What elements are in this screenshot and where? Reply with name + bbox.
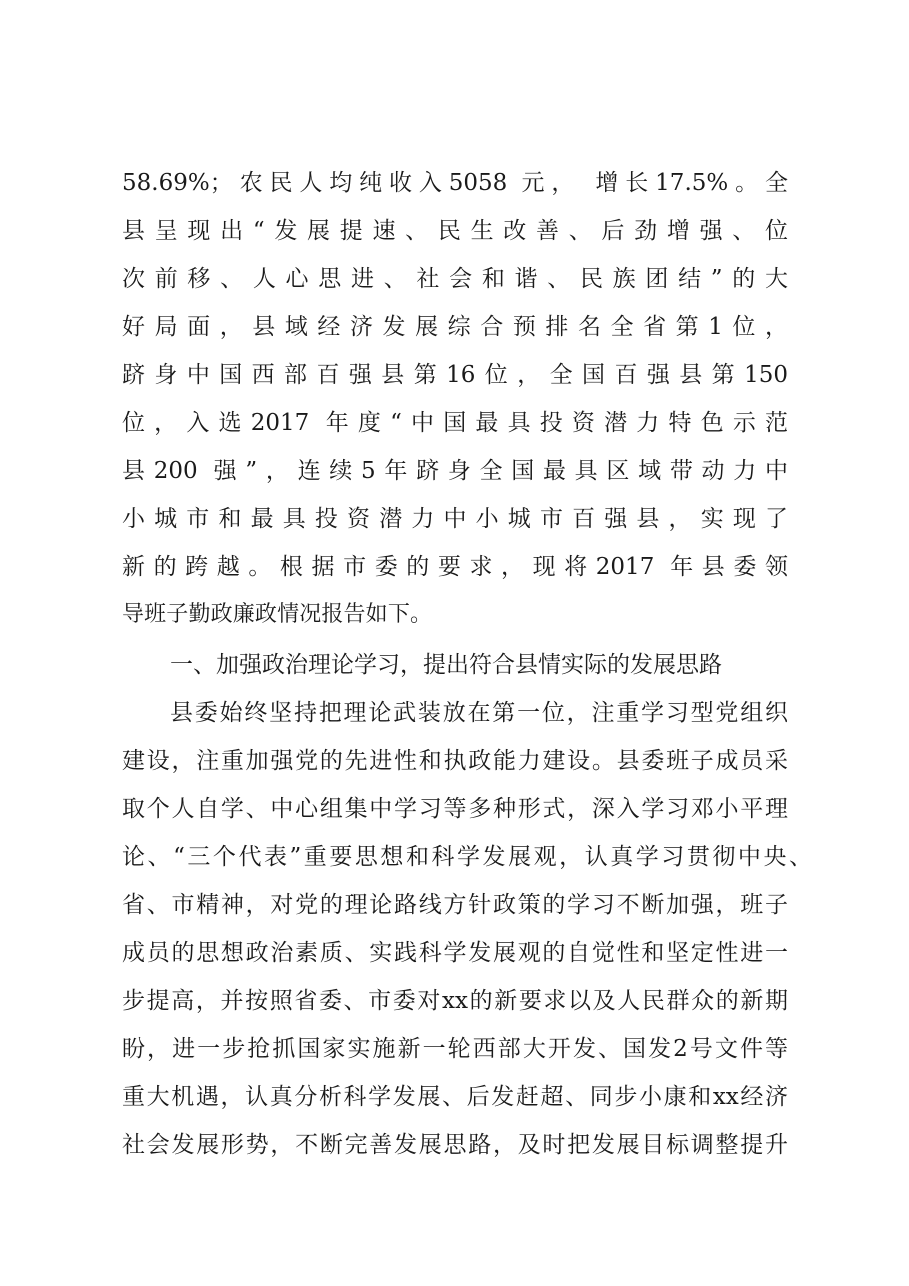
- intro-line-9: 新的跨越。根据市委的要求，现将2017 年县委领: [122, 554, 788, 580]
- section-heading: 一、加强政治理论学习，提出符合县情实际的发展思路: [170, 652, 722, 678]
- body-line-8: 盼，进一步抢抓国家实施新一轮西部大开发、国发2号文件等: [122, 1036, 788, 1062]
- body-line-10: 社会发展形势，不断完善发展思路，及时把发展目标调整提升: [122, 1132, 788, 1158]
- body-line-7: 步提高，并按照省委、市委对xx的新要求以及人民群众的新期: [122, 988, 788, 1014]
- intro-line-7: 县200 强”，连续5年跻身全国最具区域带动力中: [122, 458, 788, 484]
- body-line-5: 省、市精神，对党的理论路线方针政策的学习不断加强，班子: [122, 892, 788, 918]
- intro-line-2: 县呈现出“发展提速、民生改善、后劲增强、位: [122, 218, 788, 244]
- body-line-4: 论、“三个代表”重要思想和科学发展观，认真学习贯彻中央、: [122, 844, 812, 870]
- intro-line-10: 导班子勤政廉政情况报告如下。: [122, 602, 432, 627]
- intro-line-5: 跻身中国西部百强县第16位，全国百强县第150: [122, 362, 788, 388]
- intro-line-1: 58.69%；农民人均纯收入5058 元， 增长17.5%。全: [122, 170, 788, 196]
- intro-line-8: 小城市和最具投资潜力中小城市百强县，实现了: [122, 506, 788, 532]
- body-line-9: 重大机遇，认真分析科学发展、后发赶超、同步小康和xx经济: [122, 1084, 788, 1110]
- intro-line-3: 次前移、人心思进、社会和谐、民族团结”的大: [122, 266, 788, 292]
- intro-line-6: 位，入选2017 年度“中国最具投资潜力特色示范: [122, 410, 788, 436]
- body-line-6: 成员的思想政治素质、实践科学发展观的自觉性和坚定性进一: [122, 940, 788, 966]
- body-line-1: 县委始终坚持把理论武装放在第一位，注重学习型党组织: [170, 700, 788, 726]
- intro-line-4: 好局面，县域经济发展综合预排名全省第1位，: [122, 314, 788, 340]
- body-line-2: 建设，注重加强党的先进性和执政能力建设。县委班子成员采: [122, 748, 788, 774]
- body-line-3: 取个人自学、中心组集中学习等多种形式，深入学习邓小平理: [122, 796, 788, 822]
